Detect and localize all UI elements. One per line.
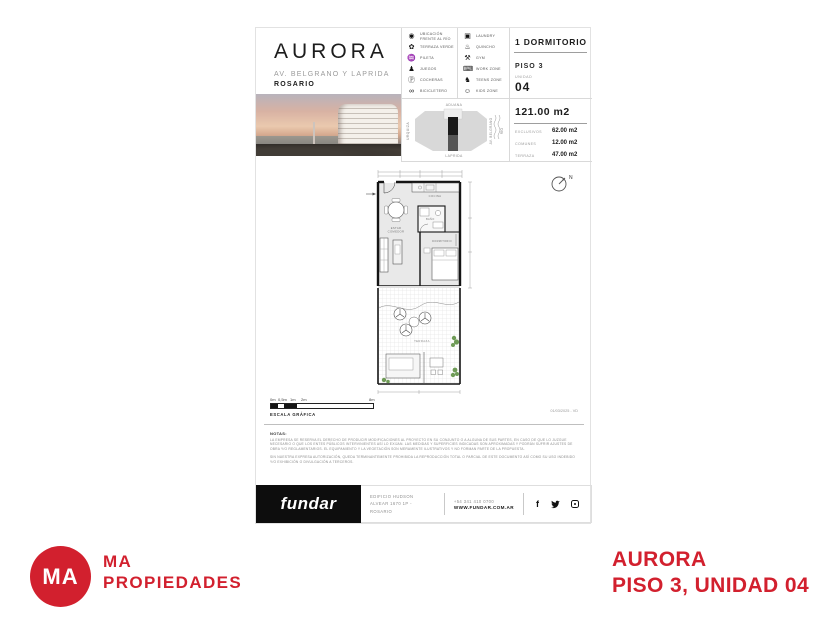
bedroom-label: DORMITORIO — [432, 240, 452, 243]
divider-amenity-cols — [457, 28, 458, 98]
living-label-line2: COMEDOR — [387, 229, 405, 234]
river-wave-icon — [494, 115, 496, 139]
scale-segment — [271, 404, 278, 408]
unit-callout — [612, 547, 809, 599]
dimension-lines-bottom — [378, 390, 460, 394]
laundry-icon: ▣ — [464, 33, 471, 40]
agency-name — [103, 551, 242, 593]
unit-number: 04 — [515, 80, 531, 94]
playground-icon: ♟ — [408, 66, 415, 73]
scale-tick: 2m — [301, 397, 307, 402]
area-row-label: COMUNES — [515, 142, 537, 146]
area-row-value: 12.00 m2 — [552, 140, 578, 146]
kitchen-counter — [412, 183, 459, 192]
kitchen-label: COCINA — [428, 194, 442, 198]
street-left-label: URQUIZA — [406, 121, 410, 141]
amenity-row: ✿ TERRAZA VERDE — [408, 44, 454, 51]
twitter-icon — [550, 500, 560, 509]
building-photo — [256, 94, 401, 156]
social-icons — [524, 500, 591, 509]
agency-logo-initials: MA — [42, 563, 79, 589]
gym-icon: ⚒ — [464, 55, 471, 62]
amenity-row: ♨ QUINCHO — [464, 44, 496, 51]
living-label-line1: ESTAR — [390, 226, 402, 230]
project-city: ROSARIO — [274, 81, 316, 88]
unit-highlight-lower — [448, 135, 458, 151]
scale-tick: 1m — [290, 397, 296, 402]
terrace-glass-doors — [378, 285, 460, 287]
revision-date: 01/03/2025 - VD — [550, 409, 578, 413]
scale-tick: 0,5m — [278, 397, 287, 402]
agency-name-line2: PROPIEDADES — [103, 573, 243, 592]
amenity-row: ♟ JUEGOS — [408, 66, 437, 73]
agency-name-line1: MA — [103, 552, 133, 571]
sofa — [380, 238, 388, 272]
street-bottom-label: LAPRIDA — [445, 154, 463, 158]
amenity-row: ▣ LAUNDRY — [464, 33, 496, 40]
parking-icon: Ⓟ — [408, 77, 415, 84]
amenity-row: Ⓟ COCHERAS — [408, 77, 443, 84]
scale-bar — [270, 397, 380, 417]
area-row-value: 62.00 m2 — [552, 128, 578, 134]
street-right-label: AV. BELGRANO — [489, 117, 493, 145]
facebook-icon: f — [535, 498, 539, 509]
amenity-row: ♞ TEENS ZONE — [464, 77, 502, 84]
amenity-row: ⌨ WORK ZONE — [463, 66, 501, 73]
scale-bar-title: ESCALA GRÁFICA — [270, 412, 316, 417]
notes-divider — [264, 424, 584, 425]
green-terrace-icon: ✿ — [408, 44, 415, 51]
kids-zone-icon: ☺ — [463, 88, 472, 95]
divider-keyplan-bottom — [401, 161, 592, 162]
unit-label: UNIDAD — [515, 75, 533, 79]
footer-info-strip — [361, 485, 592, 523]
scale-bar-graphic — [270, 403, 374, 409]
area-row-label: EXCLUSIVOS — [515, 130, 542, 134]
tree-icon — [394, 308, 406, 320]
amenity-row: ⚒ GYM — [464, 55, 486, 62]
footer-address-block — [361, 493, 444, 514]
scale-tick-labels — [270, 397, 380, 402]
area-row-label: TERRAZA — [515, 154, 535, 158]
dimension-lines-right — [468, 182, 472, 288]
river-wave-icon — [498, 115, 500, 139]
tree-canopy-icon — [409, 317, 419, 327]
flyer-sheet — [255, 27, 591, 524]
teens-zone-icon: ♞ — [464, 77, 471, 84]
legal-notes — [270, 431, 580, 467]
developer-logo: fundar — [280, 494, 337, 513]
notes-paragraph: LA EMPRESA SE RESERVA EL DERECHO DE PRODUCIR MODIFICACIONES AL PROYECTO EN SU CONJUNTO O A ALGUNA DE SUS PARTES, EN CASO DE QUE LO JUZGUE NECESARIO O QUE LOS ENTES PÚBLICOS INTERVINIENTES ASÍ LO EXIJAN. LAS MEDIDAS Y SUPERFICIES INDICADAS SON APROXIMADAS Y PODRÁN SUFRIR AJUSTES DE OBRA Y/O REGLAMENTARIOS. EL EQUIPAMIENTO Y LA VEGETACIÓN SON MERAMENTE ILUSTRATIVOS Y NO FORMAN PARTE DE LA PROPUESTA. — [270, 437, 573, 452]
footer-website: WWW.FUNDAR.COM.AR — [453, 505, 514, 511]
amenity-row: ◉ UBICACIÓN FRENTE AL RÍO — [408, 32, 451, 41]
unit-type: 1 DORMITORIO — [515, 37, 587, 47]
footer-address: ALVEAR 1670 1P - ROSARIO — [370, 501, 412, 514]
bath-label: BAÑO — [426, 218, 435, 221]
notes-heading: NOTAS: — [270, 431, 287, 436]
kitchen-island — [393, 240, 402, 264]
street-top-label: ADUANA — [445, 103, 463, 107]
unit-floor: PISO 3 — [515, 63, 544, 70]
site-keyplan — [403, 101, 505, 159]
divider-amenities-bottom — [401, 98, 592, 99]
grill-icon: ♨ — [464, 44, 471, 51]
entry-arrow-icon — [366, 193, 376, 196]
notes-paragraph: SIN NUESTRA EXPRESA AUTORIZACIÓN, QUEDA TERMINANTEMENTE PROHIBIDA LA REPRODUCCIÓN TOTAL O PARCIAL DE ESTE DOCUMENTO ASÍ COMO SU USO INDEBIDO Y/O EXHIBICIÓN O DIVULGACIÓN A TERCEROS. — [270, 454, 576, 464]
river-label: RÍO — [500, 127, 504, 135]
callout-unit: PISO 3, UNIDAD 04 — [612, 574, 810, 597]
work-zone-icon: ⌨ — [463, 66, 474, 73]
amenity-row: ∞ BICICLETERO — [409, 88, 448, 95]
unit-rule — [514, 52, 587, 53]
areas-rule — [514, 123, 587, 124]
instagram-icon — [571, 500, 579, 508]
location-pin-icon: ◉ — [408, 33, 415, 40]
project-address: AV. BELGRANO Y LAPRIDA — [274, 71, 390, 78]
footer-building: EDIFICIO HUDSON — [370, 494, 414, 500]
scale-tick-end: 8m — [369, 397, 375, 402]
scale-tick: 0m — [270, 397, 276, 402]
developer-logo-box — [256, 485, 361, 523]
total-area: 121.00 m2 — [515, 106, 570, 118]
pool-icon: ♒ — [407, 55, 416, 62]
footer-contact-block — [445, 498, 523, 510]
tree-icon — [419, 312, 431, 324]
north-compass-icon — [549, 172, 575, 194]
north-label: N — [569, 175, 573, 181]
footer-phone: +54 341 410 0700 — [453, 498, 495, 504]
scale-segment — [284, 404, 297, 408]
agency-logo — [30, 546, 91, 607]
callout-project: AURORA — [612, 548, 707, 571]
shore-trees — [256, 144, 401, 156]
floor-plan — [362, 166, 480, 402]
bike-rack-icon: ∞ — [409, 88, 414, 95]
area-row-value: 47.00 m2 — [552, 152, 578, 158]
divider-vertical-main — [401, 28, 402, 161]
terrace-label: TERRAZA — [414, 339, 430, 343]
project-title: AURORA — [274, 40, 388, 63]
amenity-row: ☺ KIDS ZONE — [463, 88, 499, 95]
dimension-lines-top — [378, 170, 462, 178]
tree-icon — [400, 324, 412, 336]
amenity-row: ♒ PILETA — [407, 55, 434, 62]
monument-tower — [313, 122, 315, 144]
